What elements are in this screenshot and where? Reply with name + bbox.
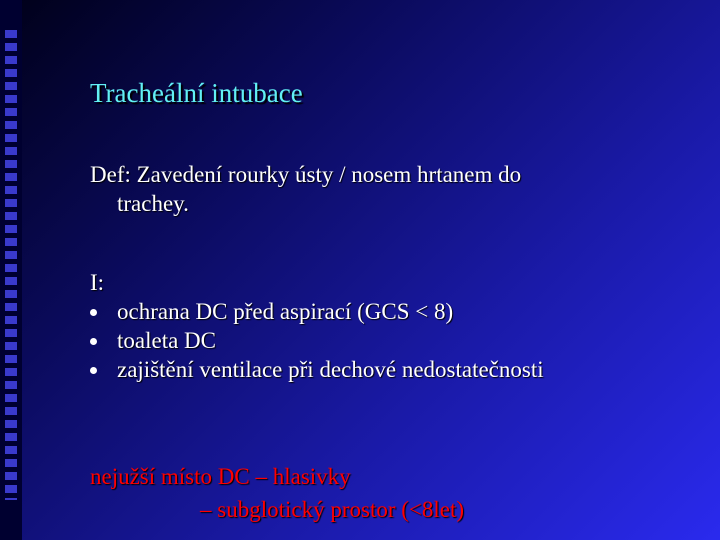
definition-text: [90, 160, 650, 218]
indications-label: I:: [90, 270, 105, 295]
narrowest-line-1: nejužší místo DC – hlasivky: [90, 464, 351, 489]
bullet-icon: [90, 309, 97, 316]
list-item-text: ochrana DC před aspirací (GCS < 8): [117, 299, 454, 324]
narrowest-line-2: – subglotický prostor (<8let): [200, 497, 465, 522]
left-decorative-strip: [0, 0, 22, 540]
definition-line-1: Def: Zavedení rourky ústy / nosem hrtanem do: [90, 162, 522, 187]
decorative-squares: [5, 30, 17, 500]
list-item: [90, 355, 544, 384]
slide-title: Tracheální intubace: [90, 78, 303, 108]
indications-section: [90, 268, 544, 384]
bullet-icon: [90, 338, 97, 345]
list-item: [90, 297, 544, 326]
list-item-text: zajištění ventilace při dechové nedostatečnosti: [117, 357, 544, 382]
indications-list: [90, 297, 544, 384]
bullet-icon: [90, 367, 97, 374]
list-item: [90, 326, 544, 355]
narrowest-point-note: [90, 460, 464, 526]
definition-line-2: trachey.: [117, 191, 189, 216]
list-item-text: toaleta DC: [117, 328, 216, 353]
